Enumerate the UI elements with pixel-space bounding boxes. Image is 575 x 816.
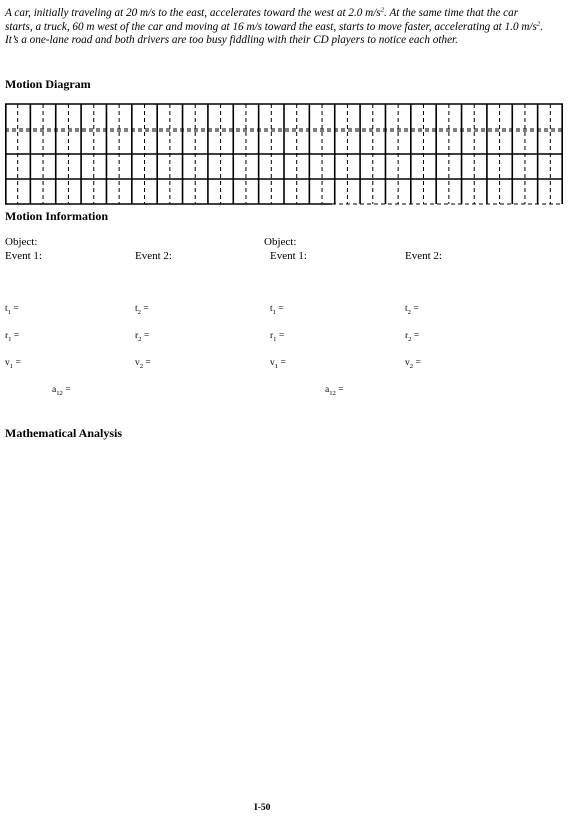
object-2-event-2-label: Event 2: xyxy=(405,250,442,262)
object-1-label: Object: xyxy=(5,236,38,248)
page-number: I-50 xyxy=(254,803,271,813)
object-1-t1: $t_1$ = xyxy=(5,304,19,316)
mathematical-analysis-heading: Mathematical Analysis xyxy=(5,426,122,440)
object-2-v1: $v_1$ = xyxy=(270,358,286,370)
object-1-t2: $t_2$ = xyxy=(135,304,149,316)
object-2-event-1-label: Event 1: xyxy=(270,250,307,262)
object-1-event-2-label: Event 2: xyxy=(135,250,172,262)
object-1-v1: $v_1$ = xyxy=(5,358,21,370)
object-2-r2: $r_2$ = xyxy=(405,331,420,343)
object-2-a12: $a_{12}$ = xyxy=(325,385,344,397)
object-2-t1: $t_1$ = xyxy=(270,304,284,316)
motion-diagram-grid xyxy=(5,102,563,206)
object-1-r2: $r_2$ = xyxy=(135,331,150,343)
object-2-t2: $t_2$ = xyxy=(405,304,419,316)
object-1-event-1-label: Event 1: xyxy=(5,250,42,262)
object-2-label: Object: xyxy=(264,236,297,248)
problem-statement: A car, initially traveling at 20 m/s to the east, accelerates toward the west at 2.0 $m/s^2$. At the same time that the car starts, a truck, 60 m west of the car and moving at 16 m/s toward the east, starts to move faster, accelerating at 1.0 $m/s^2$. It’s a one-lane road and both drivers are too busy fiddling with their CD players to notice each other. xyxy=(5,6,544,47)
object-2-r1: $r_1$ = xyxy=(270,331,285,343)
motion-information-heading: Motion Information xyxy=(5,209,108,223)
motion-diagram-heading: Motion Diagram xyxy=(5,77,91,91)
object-1-r1: $r_1$ = xyxy=(5,331,20,343)
object-1-a12: $a_{12}$ = xyxy=(52,385,71,397)
object-2-v2: $v_2$ = xyxy=(405,358,421,370)
object-1-v2: $v_2$ = xyxy=(135,358,151,370)
